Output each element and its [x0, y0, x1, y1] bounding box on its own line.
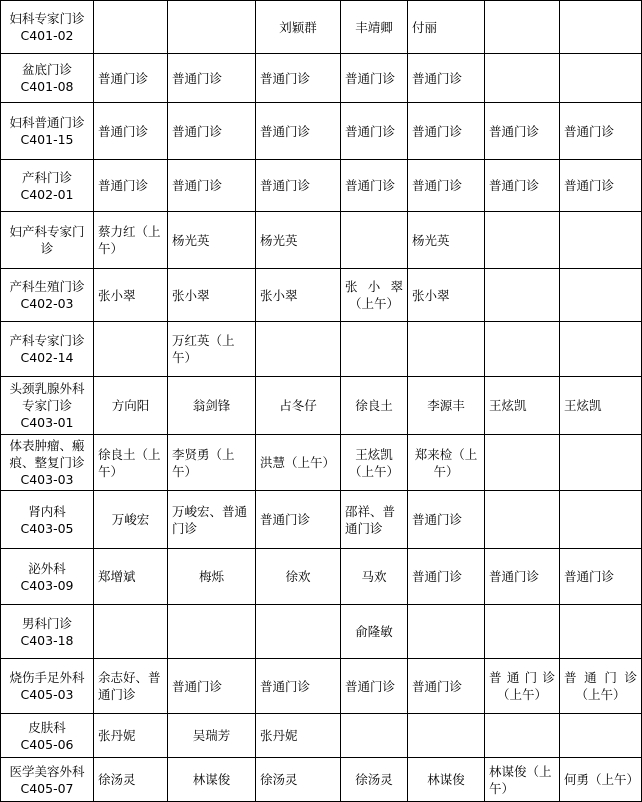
table-row: [1, 549, 642, 605]
schedule-cell: [168, 605, 256, 659]
table-row: [1, 435, 642, 491]
schedule-cell: [560, 269, 642, 322]
schedule-cell: 普通门诊: [408, 54, 485, 103]
dept-cell: [1, 54, 94, 103]
dept-code: C403-18: [20, 632, 74, 648]
schedule-cell: 蔡力红（上午）: [94, 212, 168, 269]
schedule-cell: [408, 605, 485, 659]
schedule-cell: [408, 714, 485, 758]
schedule-cell: [485, 212, 560, 269]
schedule-cell: [485, 1, 560, 54]
schedule-cell: 梅烁: [168, 549, 256, 605]
schedule-cell: [408, 322, 485, 377]
dept-cell: [1, 212, 94, 269]
dept-cell: [1, 758, 94, 802]
dept-cell: [1, 659, 94, 714]
dept-name: 产科生殖门诊: [9, 279, 85, 294]
schedule-cell: [485, 491, 560, 549]
dept-name: 肾内科: [28, 503, 66, 519]
schedule-cell: 普通门诊: [341, 54, 408, 103]
schedule-cell: 普通门诊（上午）: [560, 659, 642, 714]
dept-name: 男科门诊: [21, 615, 72, 631]
schedule-cell: [560, 605, 642, 659]
schedule-cell: 张丹妮: [94, 714, 168, 758]
dept-code: C402-01: [20, 186, 74, 202]
table-row: [1, 212, 642, 269]
dept-name: 盆底门诊: [21, 62, 72, 77]
table-row: [1, 605, 642, 659]
schedule-cell: 李源丰: [408, 377, 485, 435]
schedule-cell: [560, 714, 642, 758]
schedule-cell: [94, 1, 168, 54]
schedule-cell: 郑增斌: [94, 549, 168, 605]
dept-cell: [1, 491, 94, 549]
schedule-cell: 王炫凯: [485, 377, 560, 435]
dept-code: C403-01: [20, 415, 74, 430]
schedule-cell: [485, 714, 560, 758]
table-row: [1, 491, 642, 549]
schedule-cell: 普通门诊: [485, 160, 560, 212]
schedule-cell: 张小翠: [408, 269, 485, 322]
table-row: [1, 269, 642, 322]
schedule-cell: [560, 491, 642, 549]
table-row: [1, 322, 642, 377]
schedule-cell: 普通门诊: [94, 160, 168, 212]
schedule-cell: 俞隆敏: [341, 605, 408, 659]
schedule-cell: 徐良土（上午）: [94, 435, 168, 491]
dept-name: 妇科普通门诊: [9, 115, 85, 130]
schedule-cell: 王炫凯: [560, 377, 642, 435]
schedule-cell: 普通门诊: [408, 549, 485, 605]
schedule-cell: 何勇（上午）: [560, 758, 642, 802]
schedule-cell: 张小翠: [94, 269, 168, 322]
dept-code: C403-03: [20, 472, 74, 487]
schedule-cell: [256, 322, 341, 377]
schedule-cell: 普通门诊: [256, 103, 341, 160]
schedule-cell: 林谋俊: [408, 758, 485, 802]
dept-code: C401-15: [20, 132, 74, 147]
schedule-cell: [560, 1, 642, 54]
dept-cell: [1, 435, 94, 491]
schedule-cell: 普通门诊: [168, 160, 256, 212]
schedule-cell: 普通门诊: [408, 659, 485, 714]
schedule-cell: 张小翠（上午）: [341, 269, 408, 322]
schedule-cell: 徐汤灵: [256, 758, 341, 802]
dept-name: 妇科专家门诊: [9, 11, 85, 26]
schedule-cell: 普通门诊: [94, 54, 168, 103]
schedule-cell: 方向阳: [94, 377, 168, 435]
table-row: [1, 1, 642, 54]
schedule-cell: 普通门诊: [560, 103, 642, 160]
schedule-cell: 王炫凯（上午）: [341, 435, 408, 491]
schedule-cell: [341, 322, 408, 377]
schedule-cell: [485, 322, 560, 377]
table-row: [1, 377, 642, 435]
schedule-cell: 刘颖群: [256, 1, 341, 54]
schedule-cell: 洪慧（上午）: [256, 435, 341, 491]
schedule-cell: 李贤勇（上午）: [168, 435, 256, 491]
schedule-cell: 普通门诊: [485, 549, 560, 605]
schedule-cell: 普通门诊: [408, 491, 485, 549]
dept-name: 体表肿瘤、瘢痕、整复门诊: [9, 438, 85, 470]
schedule-cell: [560, 322, 642, 377]
schedule-cell: 邵祥、普通门诊: [341, 491, 408, 549]
schedule-cell: 万红英（上午）: [168, 322, 256, 377]
table-row: [1, 758, 642, 802]
table-row: [1, 54, 642, 103]
schedule-cell: 普通门诊（上午）: [485, 659, 560, 714]
dept-code: C405-07: [20, 780, 74, 796]
dept-cell: [1, 1, 94, 54]
schedule-cell: [560, 212, 642, 269]
dept-code: C405-03: [20, 687, 74, 702]
schedule-cell: 普通门诊: [408, 103, 485, 160]
schedule-cell: [485, 269, 560, 322]
dept-cell: [1, 377, 94, 435]
dept-cell: [1, 160, 94, 212]
dept-name: 产科专家门诊: [9, 333, 85, 348]
schedule-cell: 万峻宏、普通门诊: [168, 491, 256, 549]
schedule-cell: 杨光英: [168, 212, 256, 269]
dept-code: C401-08: [20, 79, 74, 94]
schedule-cell: 普通门诊: [256, 659, 341, 714]
schedule-cell: 张丹妮: [256, 714, 341, 758]
schedule-cell: 杨光英: [408, 212, 485, 269]
schedule-cell: 普通门诊: [256, 491, 341, 549]
dept-cell: [1, 269, 94, 322]
schedule-cell: 普通门诊: [341, 659, 408, 714]
dept-name: 泌外科: [28, 560, 66, 576]
schedule-cell: [485, 54, 560, 103]
dept-cell: [1, 322, 94, 377]
schedule-cell: 林谋俊: [168, 758, 256, 802]
dept-cell: [1, 605, 94, 659]
dept-cell: [1, 103, 94, 160]
schedule-cell: 普通门诊: [341, 160, 408, 212]
schedule-cell: 普通门诊: [560, 160, 642, 212]
schedule-cell: [168, 1, 256, 54]
dept-name: 烧伤手足外科: [9, 670, 85, 685]
schedule-cell: [560, 54, 642, 103]
table-row: [1, 714, 642, 758]
table-row: [1, 160, 642, 212]
dept-cell: [1, 714, 94, 758]
schedule-cell: 徐汤灵: [94, 758, 168, 802]
schedule-cell: 徐欢: [256, 549, 341, 605]
schedule-cell: 普通门诊: [256, 160, 341, 212]
schedule-cell: [341, 714, 408, 758]
schedule-cell: 丰靖卿: [341, 1, 408, 54]
schedule-cell: 普通门诊: [560, 549, 642, 605]
dept-name: 医学美容外科: [9, 763, 85, 779]
schedule-cell: 张小翠: [256, 269, 341, 322]
dept-name: 妇产科专家门诊: [9, 224, 85, 256]
schedule-cell: 普通门诊: [485, 103, 560, 160]
dept-cell: [1, 549, 94, 605]
schedule-cell: 马欢: [341, 549, 408, 605]
schedule-cell: 徐良土: [341, 377, 408, 435]
dept-name: 头颈乳腺外科专家门诊: [9, 381, 85, 413]
table-row: [1, 659, 642, 714]
schedule-cell: 翁剑锋: [168, 377, 256, 435]
schedule-cell: [485, 605, 560, 659]
schedule-cell: 付丽: [408, 1, 485, 54]
schedule-cell: 普通门诊: [168, 54, 256, 103]
schedule-cell: 普通门诊: [408, 160, 485, 212]
schedule-cell: 普通门诊: [168, 103, 256, 160]
schedule-cell: [341, 212, 408, 269]
schedule-cell: 徐汤灵: [341, 758, 408, 802]
schedule-cell: 郑来检（上午）: [408, 435, 485, 491]
dept-code: C402-14: [20, 350, 74, 365]
dept-code: C403-09: [20, 577, 74, 593]
schedule-cell: 普通门诊: [256, 54, 341, 103]
schedule-cell: 普通门诊: [168, 659, 256, 714]
dept-name: 产科门诊: [21, 169, 72, 185]
dept-code: C403-05: [20, 520, 74, 536]
schedule-cell: 普通门诊: [94, 103, 168, 160]
schedule-cell: [94, 605, 168, 659]
schedule-cell: 林谋俊（上午）: [485, 758, 560, 802]
dept-code: C402-03: [20, 296, 74, 311]
schedule-cell: 杨光英: [256, 212, 341, 269]
schedule-cell: 万峻宏: [94, 491, 168, 549]
schedule-cell: [485, 435, 560, 491]
schedule-cell: 普通门诊: [341, 103, 408, 160]
table-row: [1, 103, 642, 160]
schedule-cell: 吴瑞芳: [168, 714, 256, 758]
dept-code: C405-06: [20, 736, 74, 752]
schedule-cell: 张小翠: [168, 269, 256, 322]
dept-code: C401-02: [20, 28, 74, 43]
schedule-cell: [94, 322, 168, 377]
dept-name: 皮肤科: [28, 719, 66, 735]
schedule-cell: 占冬仔: [256, 377, 341, 435]
schedule-cell: 余志好、普通门诊: [94, 659, 168, 714]
schedule-cell: [256, 605, 341, 659]
schedule-cell: [560, 435, 642, 491]
